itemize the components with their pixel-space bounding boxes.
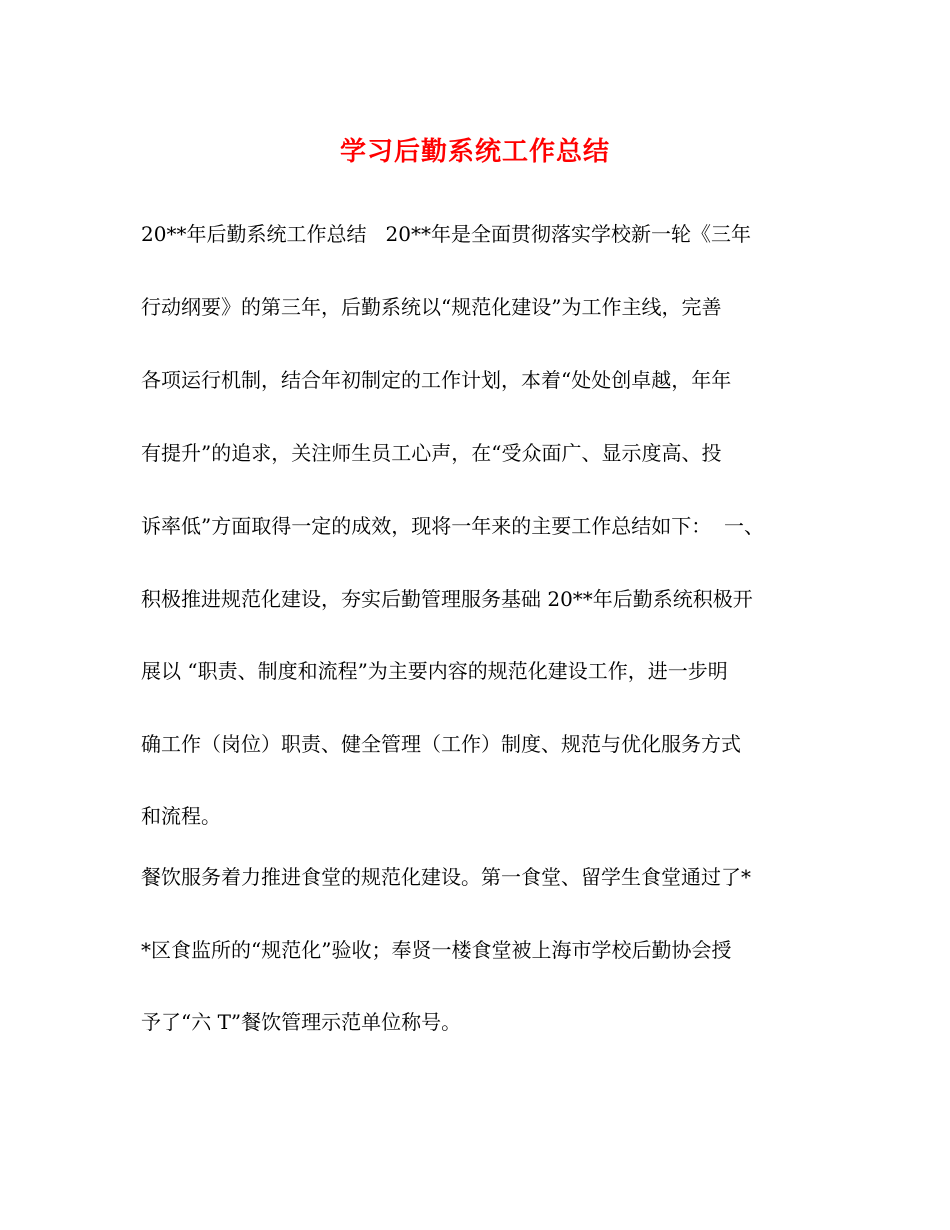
text-line: 诉率低”方面取得一定的成效，现将一年来的主要工作总结如下： 一、 [141, 514, 764, 538]
document-title: 学习后勤系统工作总结 [339, 137, 610, 167]
text-line: 确工作（岗位）职责、健全管理（工作）制度、规范与优化服务方式 [141, 732, 741, 756]
text-line: 20**年后勤系统工作总结 20**年是全面贯彻落实学校新一轮《三年 [141, 222, 751, 246]
text-line: 积极推进规范化建设，夯实后勤管理服务基础 20**年后勤系统积极开 [141, 587, 753, 611]
text-line: 展以 “职责、制度和流程”为主要内容的规范化建设工作，进一步明 [141, 659, 728, 683]
text-line: 各项运行机制，结合年初制定的工作计划，本着“处处创卓越，年年 [141, 368, 732, 392]
text-line: 和流程。 [141, 804, 221, 828]
text-line: 餐饮服务着力推进食堂的规范化建设。第一食堂、留学生食堂通过了* [141, 865, 751, 889]
text-line: 予了“六 T”餐饮管理示范单位称号。 [141, 1010, 462, 1034]
text-line: 行动纲要》的第三年，后勤系统以“规范化建设”为工作主线，完善 [141, 295, 722, 319]
text-line: *区食监所的“规范化”验收；奉贤一楼食堂被上海市学校后勤协会授 [141, 938, 732, 962]
text-line: 有提升”的追求，关注师生员工心声，在“受众面广、显示度高、投 [141, 441, 722, 465]
